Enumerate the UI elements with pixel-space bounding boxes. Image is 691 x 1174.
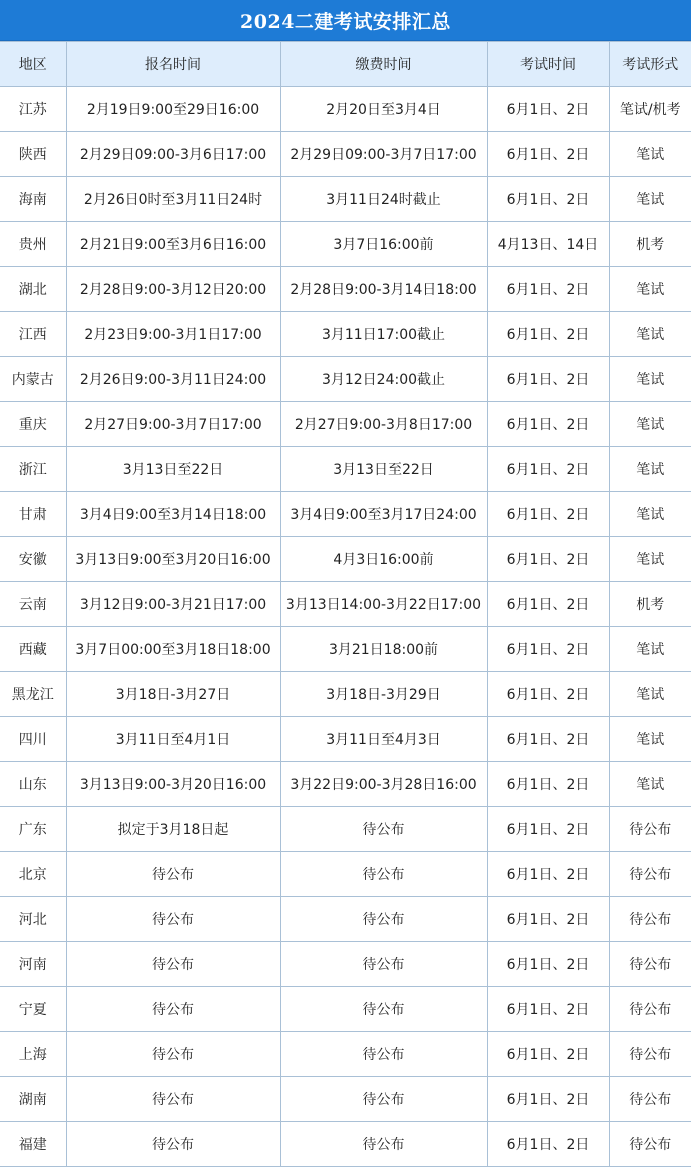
cell-exam-format: 笔试 — [609, 177, 691, 222]
cell-payment: 待公布 — [280, 897, 487, 942]
cell-region: 湖北 — [0, 267, 66, 312]
cell-region: 河南 — [0, 942, 66, 987]
cell-registration: 3月7日00:00至3月18日18:00 — [66, 627, 280, 672]
cell-region: 江苏 — [0, 87, 66, 132]
cell-exam-format: 笔试 — [609, 132, 691, 177]
cell-region: 福建 — [0, 1122, 66, 1167]
cell-registration: 待公布 — [66, 1077, 280, 1122]
cell-region: 西藏 — [0, 627, 66, 672]
cell-region: 浙江 — [0, 447, 66, 492]
cell-registration: 拟定于3月18日起 — [66, 807, 280, 852]
cell-exam-format: 待公布 — [609, 1032, 691, 1077]
cell-region: 甘肃 — [0, 492, 66, 537]
cell-payment: 待公布 — [280, 807, 487, 852]
cell-exam-date: 6月1日、2日 — [487, 717, 609, 762]
cell-region: 山东 — [0, 762, 66, 807]
cell-region: 海南 — [0, 177, 66, 222]
cell-registration: 2月21日9:00至3月6日16:00 — [66, 222, 280, 267]
cell-exam-format: 笔试 — [609, 447, 691, 492]
cell-exam-format: 笔试 — [609, 672, 691, 717]
cell-region: 四川 — [0, 717, 66, 762]
cell-registration: 待公布 — [66, 942, 280, 987]
cell-exam-format: 机考 — [609, 582, 691, 627]
cell-registration: 3月18日-3月27日 — [66, 672, 280, 717]
table-row — [0, 807, 691, 852]
table-row — [0, 1032, 691, 1077]
cell-registration: 2月29日09:00-3月6日17:00 — [66, 132, 280, 177]
cell-exam-date: 6月1日、2日 — [487, 537, 609, 582]
table-row — [0, 222, 691, 267]
cell-payment: 3月21日18:00前 — [280, 627, 487, 672]
cell-payment: 3月4日9:00至3月17日24:00 — [280, 492, 487, 537]
cell-region: 广东 — [0, 807, 66, 852]
cell-exam-format: 笔试 — [609, 312, 691, 357]
cell-exam-format: 待公布 — [609, 1077, 691, 1122]
column-header-exam-date: 考试时间 — [487, 42, 609, 87]
table-row — [0, 447, 691, 492]
table-row — [0, 312, 691, 357]
cell-exam-date: 6月1日、2日 — [487, 267, 609, 312]
cell-exam-date: 6月1日、2日 — [487, 942, 609, 987]
cell-exam-date: 6月1日、2日 — [487, 132, 609, 177]
cell-payment: 3月22日9:00-3月28日16:00 — [280, 762, 487, 807]
cell-exam-date: 6月1日、2日 — [487, 852, 609, 897]
cell-exam-date: 6月1日、2日 — [487, 87, 609, 132]
table-row — [0, 762, 691, 807]
table-row — [0, 942, 691, 987]
cell-exam-date: 6月1日、2日 — [487, 762, 609, 807]
cell-payment: 3月11日17:00截止 — [280, 312, 487, 357]
cell-registration: 3月11日至4月1日 — [66, 717, 280, 762]
table-row — [0, 672, 691, 717]
cell-payment: 3月12日24:00截止 — [280, 357, 487, 402]
cell-payment: 3月13日14:00-3月22日17:00 — [280, 582, 487, 627]
cell-payment: 3月18日-3月29日 — [280, 672, 487, 717]
cell-registration: 待公布 — [66, 987, 280, 1032]
cell-exam-date: 6月1日、2日 — [487, 987, 609, 1032]
cell-region: 安徽 — [0, 537, 66, 582]
column-header-exam-format: 考试形式 — [609, 42, 691, 87]
cell-region: 重庆 — [0, 402, 66, 447]
cell-payment: 3月11日24时截止 — [280, 177, 487, 222]
cell-payment: 待公布 — [280, 1122, 487, 1167]
table-row — [0, 492, 691, 537]
cell-payment: 待公布 — [280, 1032, 487, 1077]
cell-exam-format: 机考 — [609, 222, 691, 267]
exam-schedule-table — [0, 41, 691, 1167]
cell-region: 湖南 — [0, 1077, 66, 1122]
cell-exam-format: 笔试 — [609, 357, 691, 402]
cell-exam-date: 6月1日、2日 — [487, 447, 609, 492]
cell-payment: 待公布 — [280, 1077, 487, 1122]
cell-exam-format: 笔试 — [609, 627, 691, 672]
cell-exam-date: 6月1日、2日 — [487, 357, 609, 402]
cell-payment: 3月7日16:00前 — [280, 222, 487, 267]
cell-exam-format: 待公布 — [609, 807, 691, 852]
cell-registration: 3月13日9:00-3月20日16:00 — [66, 762, 280, 807]
cell-exam-format: 待公布 — [609, 852, 691, 897]
table-row — [0, 357, 691, 402]
cell-payment: 2月29日09:00-3月7日17:00 — [280, 132, 487, 177]
cell-exam-date: 6月1日、2日 — [487, 402, 609, 447]
cell-registration: 2月27日9:00-3月7日17:00 — [66, 402, 280, 447]
cell-registration: 2月28日9:00-3月12日20:00 — [66, 267, 280, 312]
cell-payment: 2月27日9:00-3月8日17:00 — [280, 402, 487, 447]
cell-payment: 3月13日至22日 — [280, 447, 487, 492]
cell-exam-date: 6月1日、2日 — [487, 492, 609, 537]
cell-exam-date: 6月1日、2日 — [487, 312, 609, 357]
cell-exam-date: 6月1日、2日 — [487, 627, 609, 672]
cell-registration: 2月26日9:00-3月11日24:00 — [66, 357, 280, 402]
table-row — [0, 537, 691, 582]
cell-registration: 2月23日9:00-3月1日17:00 — [66, 312, 280, 357]
cell-region: 宁夏 — [0, 987, 66, 1032]
table-row — [0, 87, 691, 132]
cell-exam-date: 6月1日、2日 — [487, 1077, 609, 1122]
cell-exam-format: 笔试 — [609, 717, 691, 762]
table-row — [0, 1122, 691, 1167]
cell-region: 内蒙古 — [0, 357, 66, 402]
cell-exam-format: 笔试 — [609, 537, 691, 582]
cell-exam-format: 待公布 — [609, 987, 691, 1032]
cell-exam-date: 6月1日、2日 — [487, 807, 609, 852]
cell-exam-date: 6月1日、2日 — [487, 897, 609, 942]
cell-region: 黑龙江 — [0, 672, 66, 717]
cell-exam-format: 笔试 — [609, 267, 691, 312]
cell-exam-date: 4月13日、14日 — [487, 222, 609, 267]
cell-payment: 4月3日16:00前 — [280, 537, 487, 582]
cell-registration: 2月19日9:00至29日16:00 — [66, 87, 280, 132]
cell-exam-date: 6月1日、2日 — [487, 672, 609, 717]
table-row — [0, 177, 691, 222]
cell-exam-format: 笔试 — [609, 402, 691, 447]
cell-exam-format: 待公布 — [609, 1122, 691, 1167]
table-row — [0, 717, 691, 762]
cell-region: 陕西 — [0, 132, 66, 177]
cell-registration: 待公布 — [66, 1032, 280, 1077]
cell-payment: 2月28日9:00-3月14日18:00 — [280, 267, 487, 312]
cell-payment: 待公布 — [280, 987, 487, 1032]
cell-exam-format: 笔试 — [609, 492, 691, 537]
cell-registration: 3月12日9:00-3月21日17:00 — [66, 582, 280, 627]
table-row — [0, 267, 691, 312]
cell-registration: 2月26日0时至3月11日24时 — [66, 177, 280, 222]
cell-payment: 2月20日至3月4日 — [280, 87, 487, 132]
cell-region: 江西 — [0, 312, 66, 357]
cell-region: 河北 — [0, 897, 66, 942]
cell-registration: 待公布 — [66, 852, 280, 897]
cell-exam-format: 笔试/机考 — [609, 87, 691, 132]
table-row — [0, 582, 691, 627]
cell-region: 云南 — [0, 582, 66, 627]
cell-exam-date: 6月1日、2日 — [487, 1032, 609, 1077]
table-row — [0, 897, 691, 942]
cell-payment: 待公布 — [280, 852, 487, 897]
cell-exam-date: 6月1日、2日 — [487, 1122, 609, 1167]
cell-registration: 待公布 — [66, 1122, 280, 1167]
cell-registration: 3月13日9:00至3月20日16:00 — [66, 537, 280, 582]
cell-exam-format: 待公布 — [609, 897, 691, 942]
table-row — [0, 852, 691, 897]
cell-registration: 3月4日9:00至3月14日18:00 — [66, 492, 280, 537]
cell-exam-date: 6月1日、2日 — [487, 177, 609, 222]
cell-region: 贵州 — [0, 222, 66, 267]
cell-registration: 3月13日至22日 — [66, 447, 280, 492]
cell-payment: 待公布 — [280, 942, 487, 987]
cell-exam-date: 6月1日、2日 — [487, 582, 609, 627]
cell-exam-format: 待公布 — [609, 942, 691, 987]
column-header-region: 地区 — [0, 42, 66, 87]
cell-registration: 待公布 — [66, 897, 280, 942]
cell-region: 北京 — [0, 852, 66, 897]
column-header-payment: 缴费时间 — [280, 42, 487, 87]
table-row — [0, 627, 691, 672]
table-row — [0, 402, 691, 447]
table-row — [0, 987, 691, 1032]
column-header-registration: 报名时间 — [66, 42, 280, 87]
table-row — [0, 1077, 691, 1122]
table-row — [0, 132, 691, 177]
cell-payment: 3月11日至4月3日 — [280, 717, 487, 762]
table-title: 2024二建考试安排汇总 — [0, 0, 691, 41]
cell-exam-format: 笔试 — [609, 762, 691, 807]
header-row — [0, 42, 691, 87]
cell-region: 上海 — [0, 1032, 66, 1077]
